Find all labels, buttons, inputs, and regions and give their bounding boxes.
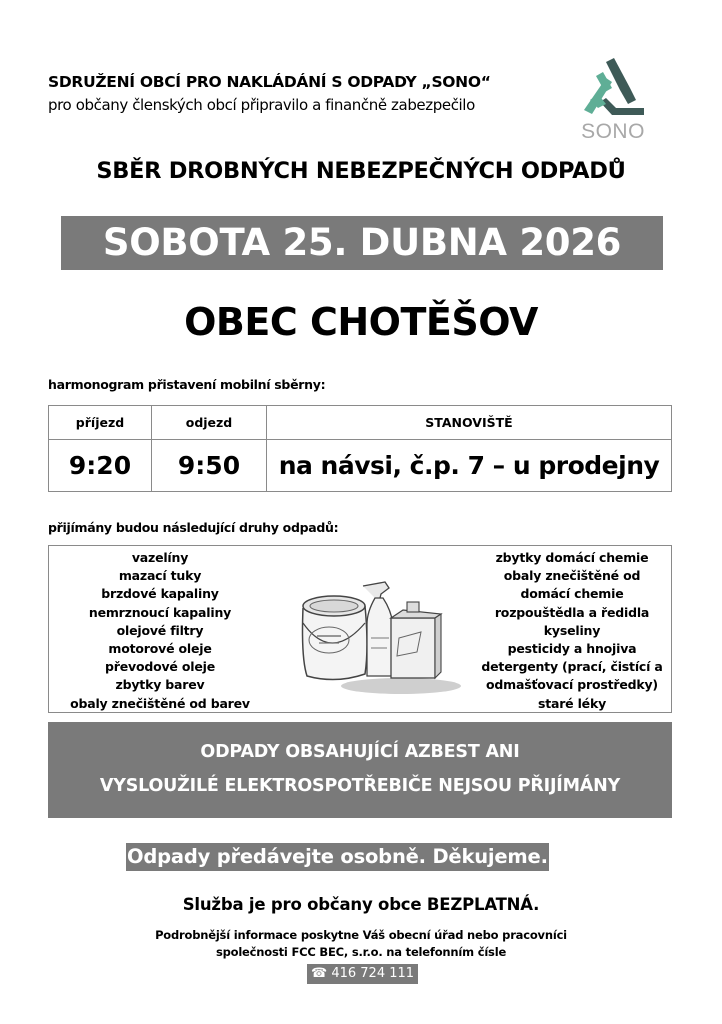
list-item: brzdové kapaliny — [101, 586, 219, 602]
list-item: vazelíny — [131, 550, 189, 565]
list-item: obaly znečištěné od — [503, 568, 641, 584]
main-title: SBĚR DROBNÝCH NEBEZPEČNÝCH ODPADŮ — [96, 158, 626, 184]
list-item: olejové filtry — [116, 622, 204, 638]
list-item: odmašťovací prostředky) — [486, 677, 658, 693]
waste-list-right — [463, 549, 681, 713]
list-item: mazací tuky — [118, 568, 202, 584]
list-item: motorové oleje — [108, 640, 212, 656]
list-item: pesticidy a hnojiva — [507, 640, 637, 656]
contact-info-line-2: společnosti FCC BEC, s.r.o. na telefonním čísle — [215, 945, 507, 959]
phone-icon: ☎ — [311, 966, 328, 981]
header-location: STANOVIŠTĚ — [267, 406, 672, 440]
warning-line-2: VYSLOUŽILÉ ELEKTROSPOTŘEBIČE NEJSOU PŘIJÍMÁNY — [99, 776, 621, 796]
warning-line-1: ODPADY OBSAHUJÍCÍ AZBEST ANI — [200, 742, 520, 762]
organization-header — [48, 72, 568, 116]
arrival-time: 9:20 — [49, 440, 152, 492]
phone-number-badge — [307, 964, 418, 984]
table-row — [49, 440, 672, 492]
list-item: obaly znečištěné od barev — [70, 695, 250, 711]
waste-list-left — [49, 549, 271, 713]
waste-types-box — [48, 545, 672, 713]
phone-number: 416 724 111 — [331, 966, 415, 981]
list-item: nemrznoucí kapaliny — [88, 604, 232, 620]
waste-types-label: přijímány budou následující druhy odpadů: — [48, 520, 339, 535]
list-item: zbytky domácí chemie — [495, 550, 649, 565]
organization-title: SDRUŽENÍ OBCÍ PRO NAKLÁDÁNÍ S ODPADY „SONO“ — [48, 73, 491, 91]
header-arrival: příjezd — [49, 406, 152, 440]
list-item: rozpouštědla a ředidla — [494, 604, 650, 620]
contact-info-line-1: Podrobnější informace poskytne Váš obecní úřad nebo pracovníci — [155, 928, 567, 942]
schedule-header-row — [49, 406, 672, 440]
warning-banner — [48, 722, 672, 818]
schedule-label: harmonogram přistavení mobilní sběrny: — [48, 377, 326, 392]
header-departure: odjezd — [152, 406, 267, 440]
contact-info — [0, 927, 722, 961]
organization-subtitle: pro občany členských obcí připravilo a finančně zabezpečilo — [48, 96, 475, 114]
sono-logo — [576, 58, 650, 144]
event-date: SOBOTA 25. DUBNA 2026 — [61, 216, 663, 270]
departure-time: 9:50 — [152, 440, 267, 492]
schedule-table — [48, 405, 672, 492]
list-item: převodové oleje — [105, 659, 215, 675]
free-service-notice: Služba je pro občany obce BEZPLATNÁ. — [182, 895, 540, 914]
village-name: OBEC CHOTĚŠOV — [184, 300, 538, 344]
sono-logo-text: SONO — [581, 120, 645, 143]
list-item: detergenty (prací, čistící a — [481, 659, 663, 675]
location: na návsi, č.p. 7 – u prodejny — [267, 440, 672, 492]
handover-notice: Odpady předávejte osobně. Děkujeme. — [126, 843, 549, 871]
list-item: kyseliny — [543, 622, 601, 638]
list-item: staré léky — [537, 695, 607, 711]
list-item: domácí chemie — [520, 586, 624, 602]
sono-logo-icon — [576, 58, 650, 120]
list-item: zbytky barev — [115, 677, 205, 693]
chemical-containers-illustration — [281, 568, 461, 698]
